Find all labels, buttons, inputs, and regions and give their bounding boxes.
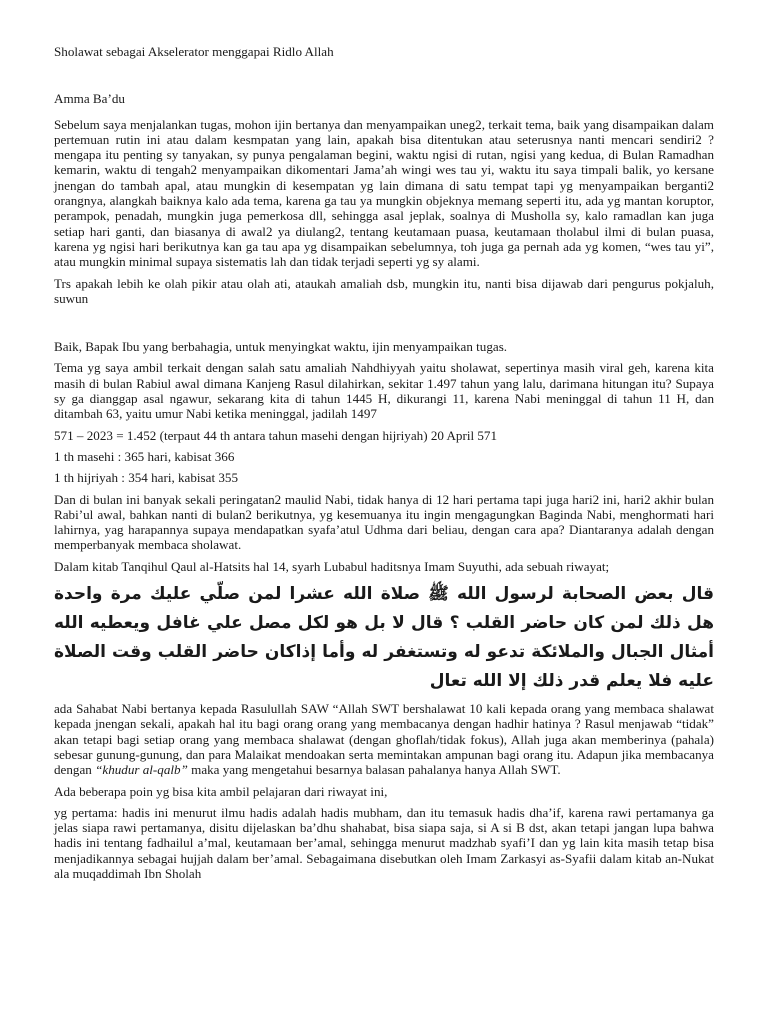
paragraph-kitab-source: Dalam kitab Tanqihul Qaul al-Hatsits hal 14, syarh Lubabul haditsnya Imam Suyuthi, ada sebuah riwayat; <box>54 558 610 574</box>
arabic-hadith: قال بعض الصحابة لرسول الله ﷺ صلاة الله عشرا لمن صلّي عليك مرة واحدة هل ذلك لمن كان حاضر القلب ؟ قال لا بل هو لكل مصل علي غافل ويعطيه الله أمثال الجبال والملائكة تدعو له وتستغفر له وأما إذاكان حاضر القلب وقت الصلاة عليه فلا يعلم قدر ذلك إلا الله تعال <box>54 584 714 692</box>
paragraph-year-calc: 571 – 2023 = 1.452 (terpaut 44 th antara tahun masehi dengan hijriyah) 20 April 571 <box>54 427 498 443</box>
paragraph-question-followup: Trs apakah lebih ke olah pikir atau olah ati, ataukah amaliah dsb, mungkin itu, nanti bisa dijawab dari pengurus pokjaluh, suwun <box>54 275 714 306</box>
translation-text-b: maka yang mengetahui besarnya balasan pahalanya hanya Allah SWT. <box>187 762 561 778</box>
paragraph-lessons-intro: Ada beberapa poin yg bisa kita ambil pelajaran dari riwayat ini, <box>54 783 388 799</box>
paragraph-first-point: yg pertama: hadis ini menurut ilmu hadis adalah hadis mubham, dan itu temasuk hadis dha’if, karena rawi pertamanya ga jelas siapa rawi pertamanya, disitu dijelaskan ba’dhu shahabat, bisa siapa saja, si A si B dst, akan tetapi jangan lupa bahwa hadis ini tentang fadhailul a’mal, keutamaan ber’amal, sehingga menurut madzhab syafi’I dan yg lain kita masih tetap bisa menjadikannya sebagai hujjah dalam ber’amal. Sebagaimana disebutkan oleh Imam Zarkasyi as-Syafii dalam kitab an-Nukat ala muqaddimah Ibn Sholah <box>54 804 714 881</box>
paragraph-opening: Baik, Bapak Ibu yang berbahagia, untuk menyingkat waktu, ijin menyampaikan tugas. <box>54 339 508 355</box>
greeting: Amma Ba’du <box>54 91 125 107</box>
translation-emphasis: “khudur al-qalb” <box>95 762 188 778</box>
paragraph-masehi: 1 th masehi : 365 hari, kabisat 366 <box>54 448 235 464</box>
paragraph-hijriyah: 1 th hijriyah : 354 hari, kabisat 355 <box>54 470 239 486</box>
paragraph-question: Sebelum saya menjalankan tugas, mohon ijin bertanya dan menyampaikan uneg2, terkait tema, baik yang disampaikan dalam pertemuan rutin ini atau dalam kesmpatan yang lain, apakah bisa ditentukan atau seterusnya nanti mencari sendiri2 ? mengapa itu penting sy tanyakan, sy punya pengalaman begini, waktu ngisi di rutan, ngisi yang kedua, di Bulan Ramadhan kemarin, waktu di tengah2 menyampaikan dikomentari Jama’ah wingi wes tau yi, waktu itu saya timpali balik, yo kersane jnengan do tambah apal, atau mungkin di kesempatan yg lain dimana di satu tempat tapi yg menyampaikan berganti2 orangnya, alangkah baiknya kalo ada tema, karena ga tau ya mungkin objeknya memang seperti itu, ada yg mantan koruptor, perampok, penadah, mungkin juga pemerkosa dll, sehingga asal jeplak, soalnya di Musholla sy, kalo ramadlan kan juga setiap hari ganti, dan biasanya di awal2 ya diulang2, tentang keutamaan puasa, keutamaan tholabul ilmi di bulan puasa, karena yg ngisi hari berikutnya kan ga tau apa yg disampaikan sebelumnya, toh juga ga pernah ada yg komen, “wes tau yi”, atau mungkin minimal supaya sistematis lah dan tidak terjadi seperti yg sy alami. <box>54 116 714 270</box>
document-title: Sholawat sebagai Akselerator menggapai Ridlo Allah <box>54 44 334 59</box>
paragraph-theme: Tema yg saya ambil terkait dengan salah satu amaliah Nahdhiyyah yaitu sholawat, sepertinya masih viral geh, karena kita masih di bulan Rabiul awal dimana Kanjeng Rasul dilahirkan, sekitar 1.497 tahun yang lalu, darimana hitungan itu? Supaya sy ga dianggap asal ngawur, sekarang kita di tahun 1445 H, dikurangi 11, karena Nabi meninggal di tahun 11 H, dan ditambah 63, yaitu umur Nabi ketika meninggal, jadilah 1497 <box>54 360 714 422</box>
paragraph-maulid: Dan di bulan ini banyak sekali peringatan2 maulid Nabi, tidak hanya di 12 hari pertama tapi juga hari2 ini, hari2 akhir bulan Rabi’ul awal, bahkan nanti di bulan2 berikutnya, yg kesemuanya itu ingin mengagungkan Baginda Nabi, menghormati hari lahirnya, yag harapannya supaya mendapatkan syafa’atul Udhma dari beliau, dengan cara apa? Diantaranya adalah dengan memperbanyak membaca sholawat. <box>54 491 714 553</box>
translation-text-a: ada Sahabat Nabi bertanya kepada Rasulullah SAW “Allah SWT bershalawat 10 kali kepada orang yang membaca shalawat kepada jnengan sekali, apakah hal itu bagi orang orang yang membacanya dengan hadhir hatinya ? Rasul menjawab “tidak” akan tetapi bagi setiap orang yang membaca shalawat (dengan ghoflah/tidak fokus), Allah juga akan memberinya (pahala) sebesar gunung-gunung, dan para Malaikat mendoakan serta memintakan ampunan bagi orang itu. Adapun jika membacanya dengan <box>54 701 714 778</box>
paragraph-translation <box>54 701 714 777</box>
